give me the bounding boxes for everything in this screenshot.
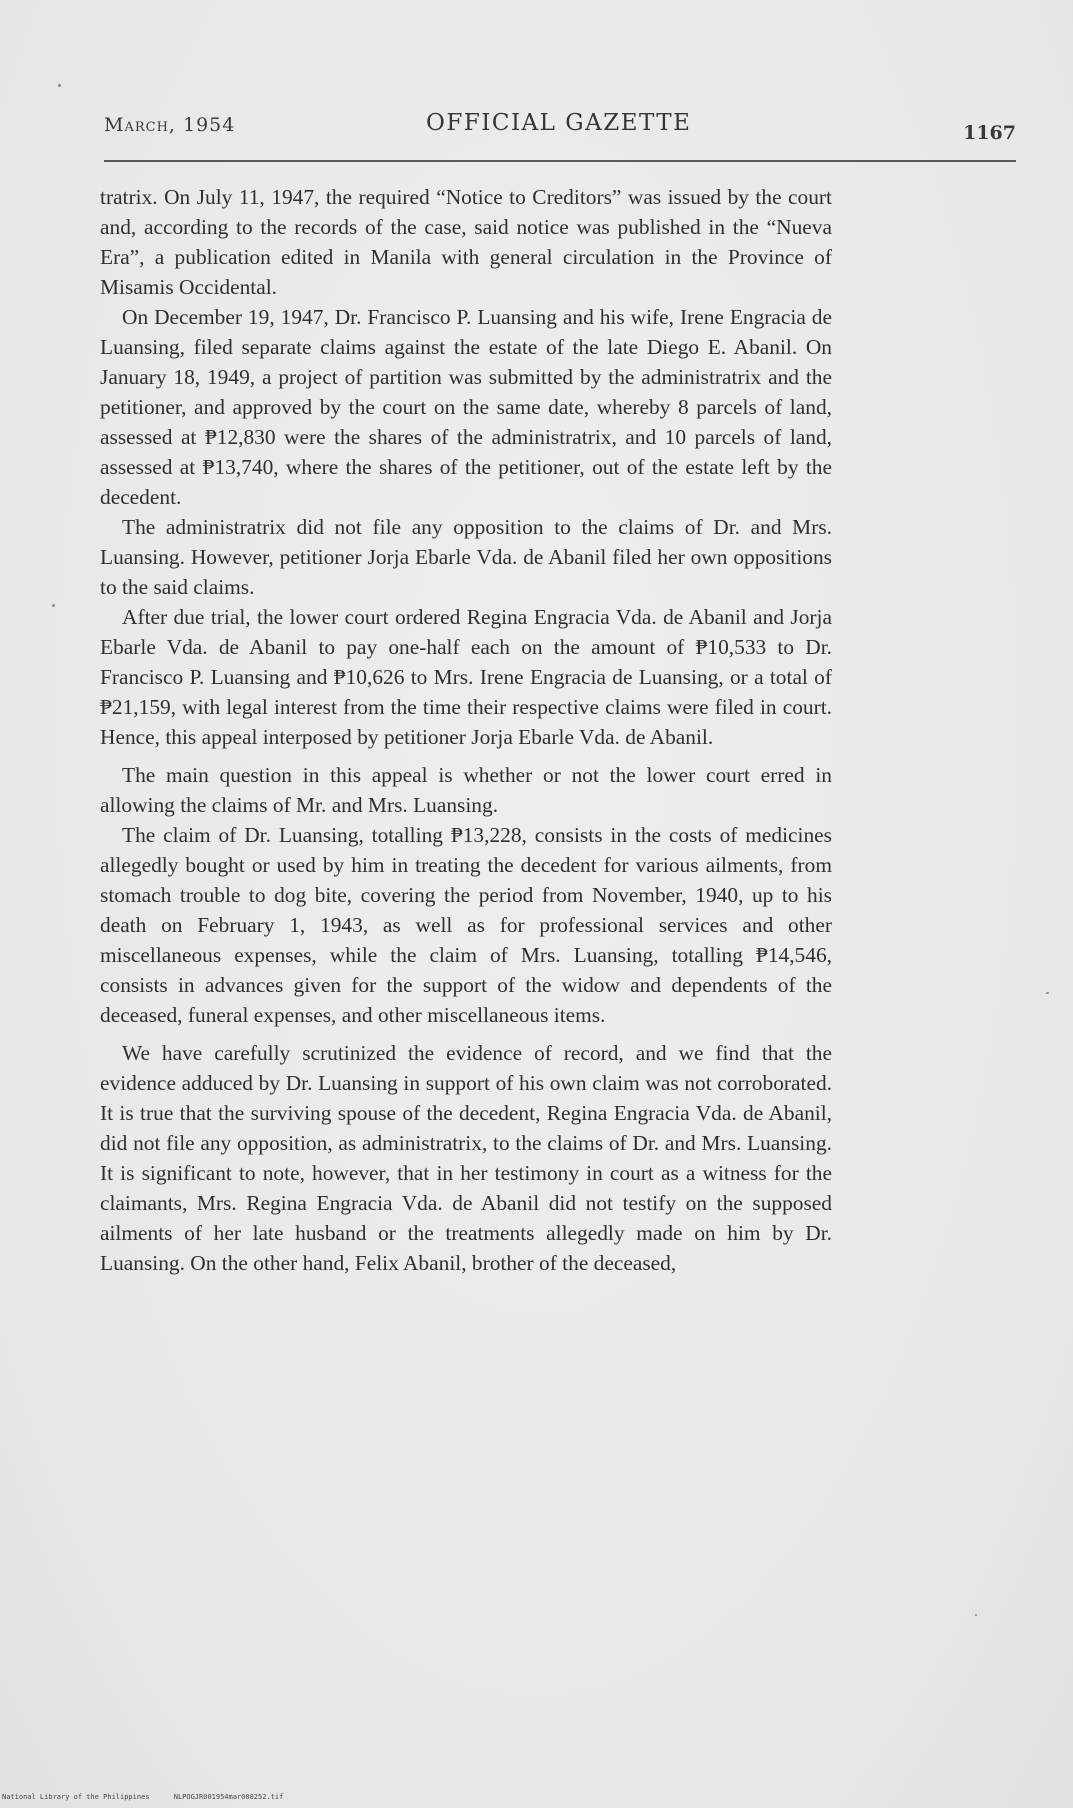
scan-speck bbox=[58, 84, 61, 87]
scan-speck bbox=[975, 1614, 977, 1616]
library-credit: National Library of the Philippines bbox=[2, 1793, 150, 1801]
paragraph: tratrix. On July 11, 1947, the required “Notice to Creditors” was issued by the court and, according to the records of the case, said notice was published in the “Nueva Era”, a publication edited in Manila with general circulation in the Province of Misamis Occidental. bbox=[100, 185, 832, 299]
paragraph: The claim of Dr. Luansing, totalling ₱13,228, consists in the costs of medicines allegedly bought or used by him in treating the decedent for various ailments, from stomach trouble to dog bite, covering the period from November, 1940, up to his death on February 1, 1943, as well as for professional services and other miscellaneous expenses, while the claim of Mrs. Luansing, totalling ₱14,546, consists in advances given for the support of the widow and dependents of the deceased, funeral expenses, and other miscellaneous items. bbox=[100, 823, 832, 1027]
header-rule bbox=[104, 160, 1016, 162]
page-number: 1167 bbox=[963, 122, 1016, 144]
page-header bbox=[104, 108, 1016, 148]
paragraph: We have carefully scrutinized the evidence of record, and we find that the evidence adduced by Dr. Luansing in support of his own claim was not corroborated. It is true that the surviving spouse of the decedent, Regina Engracia Vda. de Abanil, did not file any opposition, as administratrix, to the claims of Dr. and Mrs. Luansing. It is significant to note, however, that in her testimony in court as a witness for the claimants, Mrs. Regina Engracia Vda. de Abanil did not testify on the supposed ailments of her late husband or the treatments allegedly made on him by Dr. Luansing. On the other hand, Felix Abanil, brother of the deceased, bbox=[100, 1041, 832, 1275]
paragraph: The main question in this appeal is whether or not the lower court erred in allowing the claims of Mr. and Mrs. Luansing. bbox=[100, 763, 832, 817]
scan-footer bbox=[2, 1793, 303, 1801]
paragraph: The administratrix did not file any opposition to the claims of Dr. and Mrs. Luansing. However, petitioner Jorja Ebarle Vda. de Abanil filed her own oppositions to the said claims. bbox=[100, 515, 832, 599]
paragraph: After due trial, the lower court ordered Regina Engracia Vda. de Abanil and Jorja Ebarle Vda. de Abanil to pay one-half each on the amount of ₱10,533 to Dr. Francisco P. Luansing and ₱10,626 to Mrs. Irene Engracia de Luansing, or a total of ₱21,159, with legal interest from the time their respective claims were filed in court. Hence, this appeal interposed by petitioner Jorja Ebarle Vda. de Abanil. bbox=[100, 605, 832, 749]
paragraph: On December 19, 1947, Dr. Francisco P. Luansing and his wife, Irene Engracia de Luansing, filed separate claims against the estate of the late Diego E. Abanil. On January 18, 1949, a project of partition was submitted by the administratrix and the petitioner, and approved by the court on the same date, whereby 8 parcels of land, assessed at ₱12,830 were the shares of the administratrix, and 10 parcels of land, assessed at ₱13,740, where the shares of the petitioner, out of the estate left by the decedent. bbox=[100, 305, 832, 509]
scan-speck bbox=[52, 604, 55, 607]
issue-date: March, 1954 bbox=[104, 114, 236, 136]
file-name: NLPOGJR001954mar000252.tif bbox=[173, 1793, 284, 1801]
article-body bbox=[100, 182, 832, 1278]
scan-speck bbox=[1046, 992, 1049, 994]
publication-title: OFFICIAL GAZETTE bbox=[426, 110, 692, 136]
